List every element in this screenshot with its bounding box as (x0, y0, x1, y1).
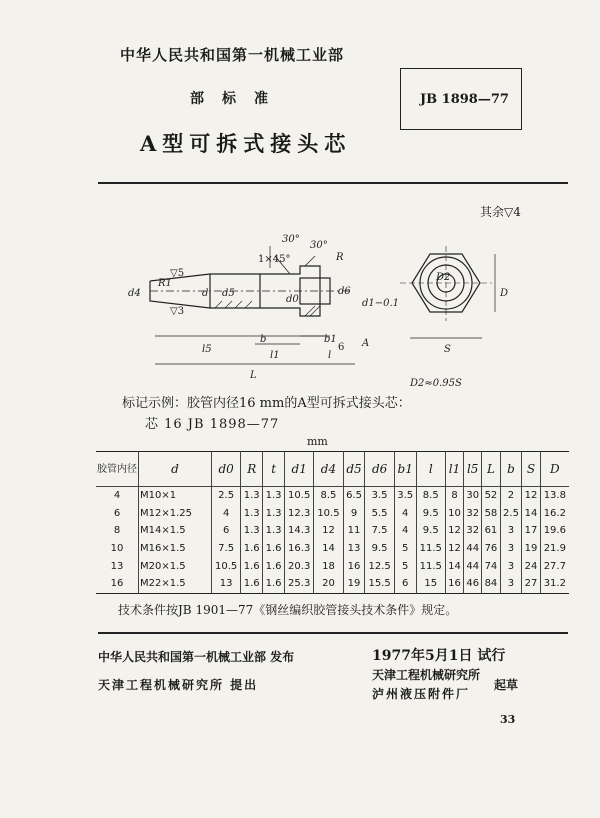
table-cell: 16 (343, 557, 365, 575)
table-cell: M10×1 (139, 487, 212, 505)
table-cell: 13 (212, 575, 241, 593)
col-d: d (139, 452, 212, 487)
table-cell: 1.6 (241, 540, 263, 558)
proposer: 天津工程机械研究所 提出 (98, 678, 259, 692)
marking-example: 标记示例：胶管内径16 mm的A型可拆式接头芯： (122, 396, 411, 411)
table-cell: M16×1.5 (139, 540, 212, 558)
table-cell: 10.5 (314, 505, 343, 523)
dimension-table (96, 451, 569, 594)
table-cell: 3 (500, 557, 522, 575)
col-l5: l5 (464, 452, 482, 487)
label-r: R (336, 252, 344, 263)
col-length: L (482, 452, 500, 487)
col-d4: d4 (314, 452, 343, 487)
table-cell: 8.5 (314, 487, 343, 505)
table-cell: 4 (394, 522, 416, 540)
table-cell: 1.3 (241, 505, 263, 523)
label-angle1: 30° (282, 234, 300, 245)
table-cell: 2.5 (500, 505, 522, 523)
table-cell: 84 (482, 575, 500, 593)
col-d0: d0 (212, 452, 241, 487)
table-cell: 11 (343, 522, 365, 540)
table-cell: 3 (500, 575, 522, 593)
table-cell: 1.3 (263, 522, 285, 540)
effective-date: 1977年5月1日 试行 (372, 648, 506, 664)
table-cell: 14.3 (285, 522, 314, 540)
table-cell: 61 (482, 522, 500, 540)
table-row (96, 540, 569, 558)
table-cell: 21.9 (540, 540, 569, 558)
table-cell: 12 (522, 487, 540, 505)
table-row (96, 487, 569, 505)
table-cell: 5 (394, 540, 416, 558)
table-cell: 4 (394, 505, 416, 523)
table-cell: 2 (500, 487, 522, 505)
technical-drawing (110, 226, 570, 391)
col-l1: l1 (445, 452, 463, 487)
table-cell: M14×1.5 (139, 522, 212, 540)
col-r: R (241, 452, 263, 487)
col-l: l (416, 452, 445, 487)
table-cell: 14 (314, 540, 343, 558)
unit-label: mm (307, 435, 328, 448)
table-cell: 13 (110, 560, 124, 572)
table-cell: 6 (212, 522, 241, 540)
label-fin3: ▽3 (170, 306, 185, 317)
label-l: l (328, 350, 332, 361)
table-cell: 17 (522, 522, 540, 540)
table-cell: 7.5 (212, 540, 241, 558)
label-s: S (444, 344, 451, 355)
label-big-d: D (500, 288, 509, 299)
table-cell: 10 (110, 543, 124, 555)
table-cell: 8.5 (416, 487, 445, 505)
col-d6: d6 (365, 452, 394, 487)
surface-finish-note: 其余▽4 (480, 205, 521, 219)
table-cell: 1.6 (263, 557, 285, 575)
col-b1: b1 (394, 452, 416, 487)
table-cell: 16.3 (285, 540, 314, 558)
table-cell: 14 (522, 505, 540, 523)
table-cell: M22×1.5 (139, 575, 212, 593)
table-cell: 13 (343, 540, 365, 558)
table-cell: 9.5 (416, 522, 445, 540)
table-cell: 1.6 (263, 540, 285, 558)
table-cell: 25.3 (285, 575, 314, 593)
footer-divider (98, 632, 568, 634)
label-fin5: ▽5 (170, 268, 185, 279)
col-d1: d1 (285, 452, 314, 487)
table-cell: 76 (482, 540, 500, 558)
table-cell: 11.5 (416, 540, 445, 558)
table-cell: 4 (212, 505, 241, 523)
table-cell: 15.5 (365, 575, 394, 593)
table-cell: 5 (394, 557, 416, 575)
table-cell: 19 (343, 575, 365, 593)
table-cell: 1.6 (241, 557, 263, 575)
table-cell: 12 (314, 522, 343, 540)
table-row (96, 575, 569, 593)
table-cell: 3.5 (365, 487, 394, 505)
table-cell: 4 (113, 490, 121, 502)
table-row (96, 557, 569, 575)
table-cell: 44 (464, 540, 482, 558)
table-cell: 27.7 (540, 557, 569, 575)
label-a: A (362, 338, 370, 349)
table-cell: 1.6 (241, 575, 263, 593)
label-b1: b1 (324, 334, 337, 345)
marking-code: 芯 16 JB 1898—77 (145, 417, 280, 432)
table-cell: 16 (445, 575, 463, 593)
page-title: A型可拆式接头芯 (140, 131, 352, 156)
col-d5: d5 (343, 452, 365, 487)
table-cell: M20×1.5 (139, 557, 212, 575)
table-cell: 1.6 (263, 575, 285, 593)
label-r1: R1 (158, 278, 172, 289)
table-cell: 12 (445, 540, 463, 558)
header-divider (98, 182, 568, 184)
col-hose-id: 胶管内径 (96, 452, 139, 487)
label-d2: D2 (436, 272, 451, 283)
table-cell: 7.5 (365, 522, 394, 540)
label-angle2: 30° (310, 240, 328, 251)
drafter-2: 泸州液压附件厂 (372, 687, 471, 701)
table-cell: 1.3 (263, 487, 285, 505)
standard-level: 部标准 (190, 91, 286, 107)
table-cell: 24 (522, 557, 540, 575)
label-d4: d4 (128, 288, 141, 299)
table-cell: 8 (445, 487, 463, 505)
label-d1: d1−0.1 (362, 298, 400, 309)
table-cell: 3 (500, 522, 522, 540)
label-chamfer: 1×45° (258, 254, 291, 265)
table-row (96, 505, 569, 523)
ministry-header: 中华人民共和国第一机械工业部 (120, 46, 345, 64)
label-l5: l5 (202, 344, 212, 355)
label-fin6: 6 (338, 342, 345, 353)
col-big-d: D (540, 452, 569, 487)
table-cell: 32 (464, 522, 482, 540)
drafter-1: 天津工程机械研究所 (372, 668, 481, 682)
col-t: t (263, 452, 285, 487)
page-number: 33 (500, 713, 516, 726)
label-d: d (202, 288, 209, 299)
col-s: S (522, 452, 540, 487)
table-cell: 10 (445, 505, 463, 523)
table-row (96, 522, 569, 540)
table-cell: 16 (110, 578, 124, 590)
table-cell: 5.5 (365, 505, 394, 523)
table-cell: 58 (482, 505, 500, 523)
issuer: 中华人民共和国第一机械工业部 发布 (98, 650, 295, 664)
table-cell: 74 (482, 557, 500, 575)
table-cell: 1.3 (241, 522, 263, 540)
table-cell: 15 (416, 575, 445, 593)
table-cell: 52 (482, 487, 500, 505)
technical-condition-note: 技术条件按JB 1901—77《钢丝编织胶管接头技术条件》规定。 (118, 603, 458, 617)
table-cell: 18 (314, 557, 343, 575)
table-cell: 1.3 (263, 505, 285, 523)
table-cell: 3.5 (394, 487, 416, 505)
label-d5: d5 (222, 288, 235, 299)
table-cell: 20.3 (285, 557, 314, 575)
label-length: L (250, 370, 257, 381)
table-cell: 8 (113, 525, 121, 537)
table-cell: 13.8 (540, 487, 569, 505)
table-cell: 46 (464, 575, 482, 593)
table-cell: 27 (522, 575, 540, 593)
table-cell: M12×1.25 (139, 505, 212, 523)
table-cell: 11.5 (416, 557, 445, 575)
table-cell: 12.3 (285, 505, 314, 523)
table-cell: 12.5 (365, 557, 394, 575)
label-d0: d0 (286, 294, 299, 305)
table-cell: 10.5 (285, 487, 314, 505)
table-cell: 9.5 (365, 540, 394, 558)
drafted-label: 起草 (494, 678, 519, 692)
table-cell: 16.2 (540, 505, 569, 523)
label-d6: d6 (338, 286, 351, 297)
col-b: b (500, 452, 522, 487)
table-cell: 20 (314, 575, 343, 593)
table-cell: 3 (500, 540, 522, 558)
standard-code: JB 1898—77 (420, 92, 509, 107)
table-cell: 6.5 (343, 487, 365, 505)
table-cell: 14 (445, 557, 463, 575)
table-cell: 9.5 (416, 505, 445, 523)
table-cell: 12 (445, 522, 463, 540)
table-cell: 19.6 (540, 522, 569, 540)
table-cell: 10.5 (212, 557, 241, 575)
table-cell: 31.2 (540, 575, 569, 593)
table-cell: 2.5 (212, 487, 241, 505)
formula-d2: D2≈0.95S (410, 378, 462, 389)
table-cell: 1.3 (241, 487, 263, 505)
label-b: b (260, 334, 267, 345)
table-cell: 9 (343, 505, 365, 523)
table-cell: 44 (464, 557, 482, 575)
table-cell: 6 (394, 575, 416, 593)
table-cell: 32 (464, 505, 482, 523)
table-cell: 6 (113, 507, 121, 519)
table-cell: 19 (522, 540, 540, 558)
label-l1: l1 (270, 350, 280, 361)
table-cell: 30 (464, 487, 482, 505)
